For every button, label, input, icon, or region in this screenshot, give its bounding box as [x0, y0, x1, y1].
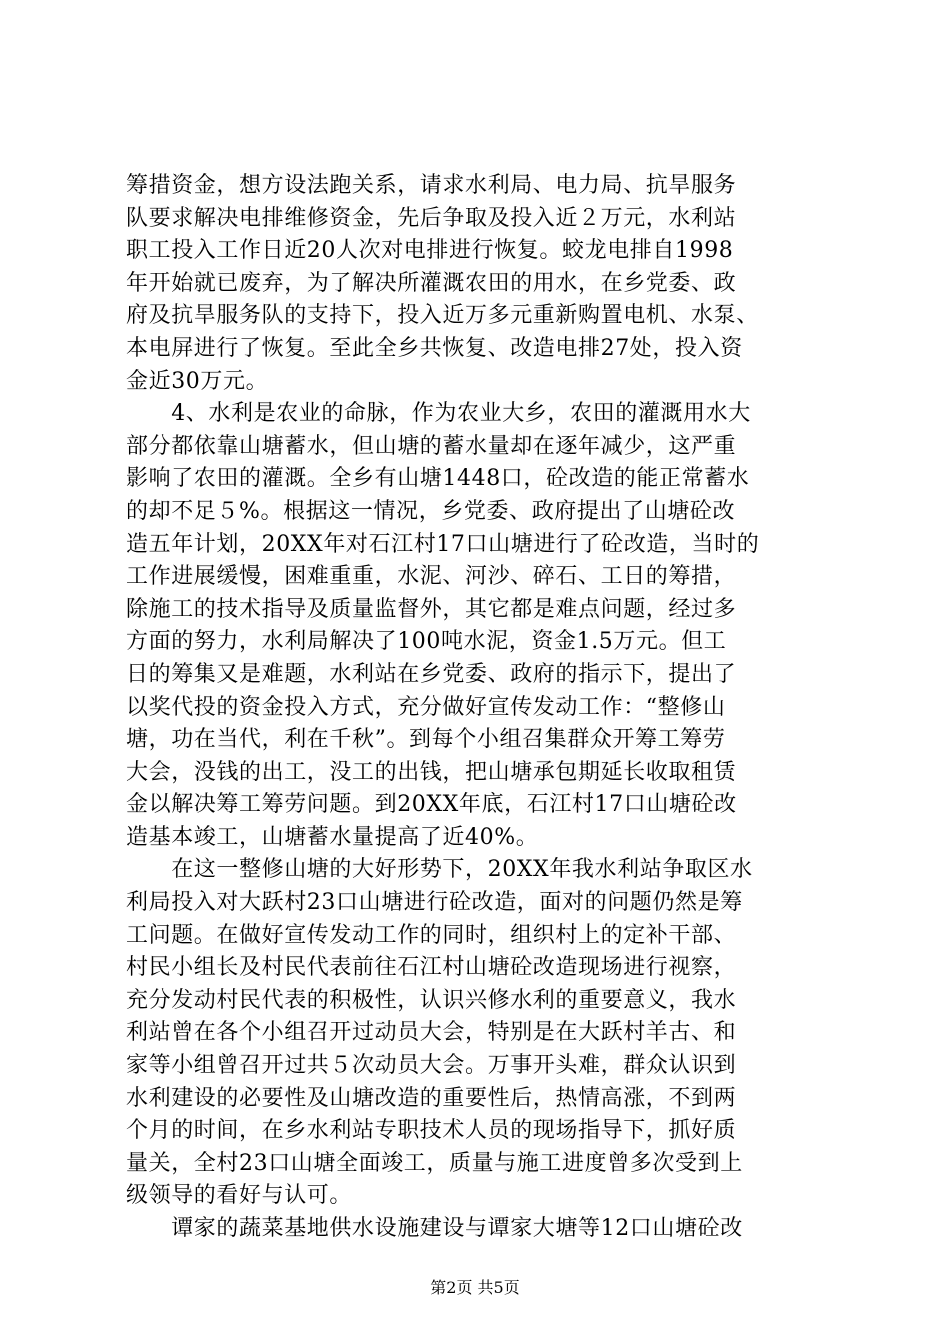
text-line: 方面的努力，水利局解决了100吨水泥，资金1.5万元。但工 [126, 629, 727, 655]
text-line: 年开始就已废弃，为了解决所灌溉农田的用水，在乡党委、政 [126, 270, 737, 296]
text-line: 部分都依靠山塘蓄水，但山塘的蓄水量却在逐年减少，这严重 [126, 433, 737, 459]
page-footer [0, 1278, 950, 1298]
text-line: 量关，全村23口山塘全面竣工，质量与施工进度曾多次受到上 [126, 1150, 743, 1176]
text-line: 本电屏进行了恢复。至此全乡共恢复、改造电排27处，投入资 [126, 335, 743, 361]
text-line: 在这一整修山塘的大好形势下，20XX年我水利站争取区水 [126, 857, 753, 883]
text-line: 造五年计划，20XX年对石江村17口山塘进行了砼改造，当时的 [126, 531, 760, 557]
text-line: 利局投入对大跃村23口山塘进行砼改造，面对的问题仍然是筹 [126, 890, 743, 916]
text-line: 水利建设的必要性及山塘改造的重要性后，热情高涨，不到两 [126, 1085, 737, 1111]
text-line: 工作进展缓慢，困难重重，水泥、河沙、碎石、工日的筹措， [126, 564, 737, 590]
text-line: 级领导的看好与认可。 [126, 1183, 353, 1209]
text-line: 的却不足５%。根据这一情况，乡党委、政府提出了山塘砼改 [126, 498, 736, 524]
text-line: 以奖代投的资金投入方式，充分做好宣传发动工作：“整修山 [126, 694, 726, 720]
text-line: 除施工的技术指导及质量监督外，其它都是难点问题，经过多 [126, 596, 737, 622]
text-line: 家等小组曾召开过共５次动员大会。万事开头难，群众认识到 [126, 1053, 737, 1079]
text-line: 充分发动村民代表的积极性，认识兴修水利的重要意义，我水 [126, 987, 737, 1013]
text-line: 造基本竣工，山塘蓄水量提高了近40%。 [126, 824, 539, 850]
text-line: 村民小组长及村民代表前往石江村山塘砼改造现场进行视察， [126, 955, 737, 981]
body-text [126, 170, 846, 1246]
text-line: 利站曾在各个小组召开过动员大会，特别是在大跃村羊古、和 [126, 1020, 737, 1046]
text-line: 4、水利是农业的命脉，作为农业大乡，农田的灌溉用水大 [126, 401, 751, 427]
text-line: 大会，没钱的出工，没工的出钱，把山塘承包期延长收取租赁 [126, 759, 737, 785]
text-line: 职工投入工作日近20人次对电排进行恢复。蛟龙电排自1998 [126, 238, 734, 264]
text-line: 谭家的蔬菜基地供水设施建设与谭家大塘等12口山塘砼改 [126, 1216, 743, 1241]
text-line: 筹措资金，想方设法跑关系，请求水利局、电力局、抗旱服务 [126, 173, 737, 198]
text-line: 金近30万元。 [126, 368, 269, 394]
text-line: 影响了农田的灌溉。全乡有山塘1448口，砼改造的能正常蓄水 [126, 466, 750, 492]
page-number-label: 第2页 共5页 [430, 1278, 520, 1297]
text-line: 工问题。在做好宣传发动工作的同时，组织村上的定补干部、 [126, 922, 737, 948]
text-line: 塘，功在当代，利在千秋”。到每个小组召集群众开筹工筹劳 [126, 727, 726, 753]
text-line: 日的筹集又是难题，水利站在乡党委、政府的指示下，提出了 [126, 661, 737, 687]
text-line: 府及抗旱服务队的支持下，投入近万多元重新购置电机、水泵、 [126, 303, 759, 329]
text-line: 金以解决筹工筹劳问题。到20XX年底，石江村17口山塘砼改 [126, 792, 737, 818]
text-line: 队要求解决电排维修资金，先后争取及投入近２万元，水利站 [126, 205, 737, 231]
text-line: 个月的时间，在乡水利站专职技术人员的现场指导下，抓好质 [126, 1118, 737, 1144]
